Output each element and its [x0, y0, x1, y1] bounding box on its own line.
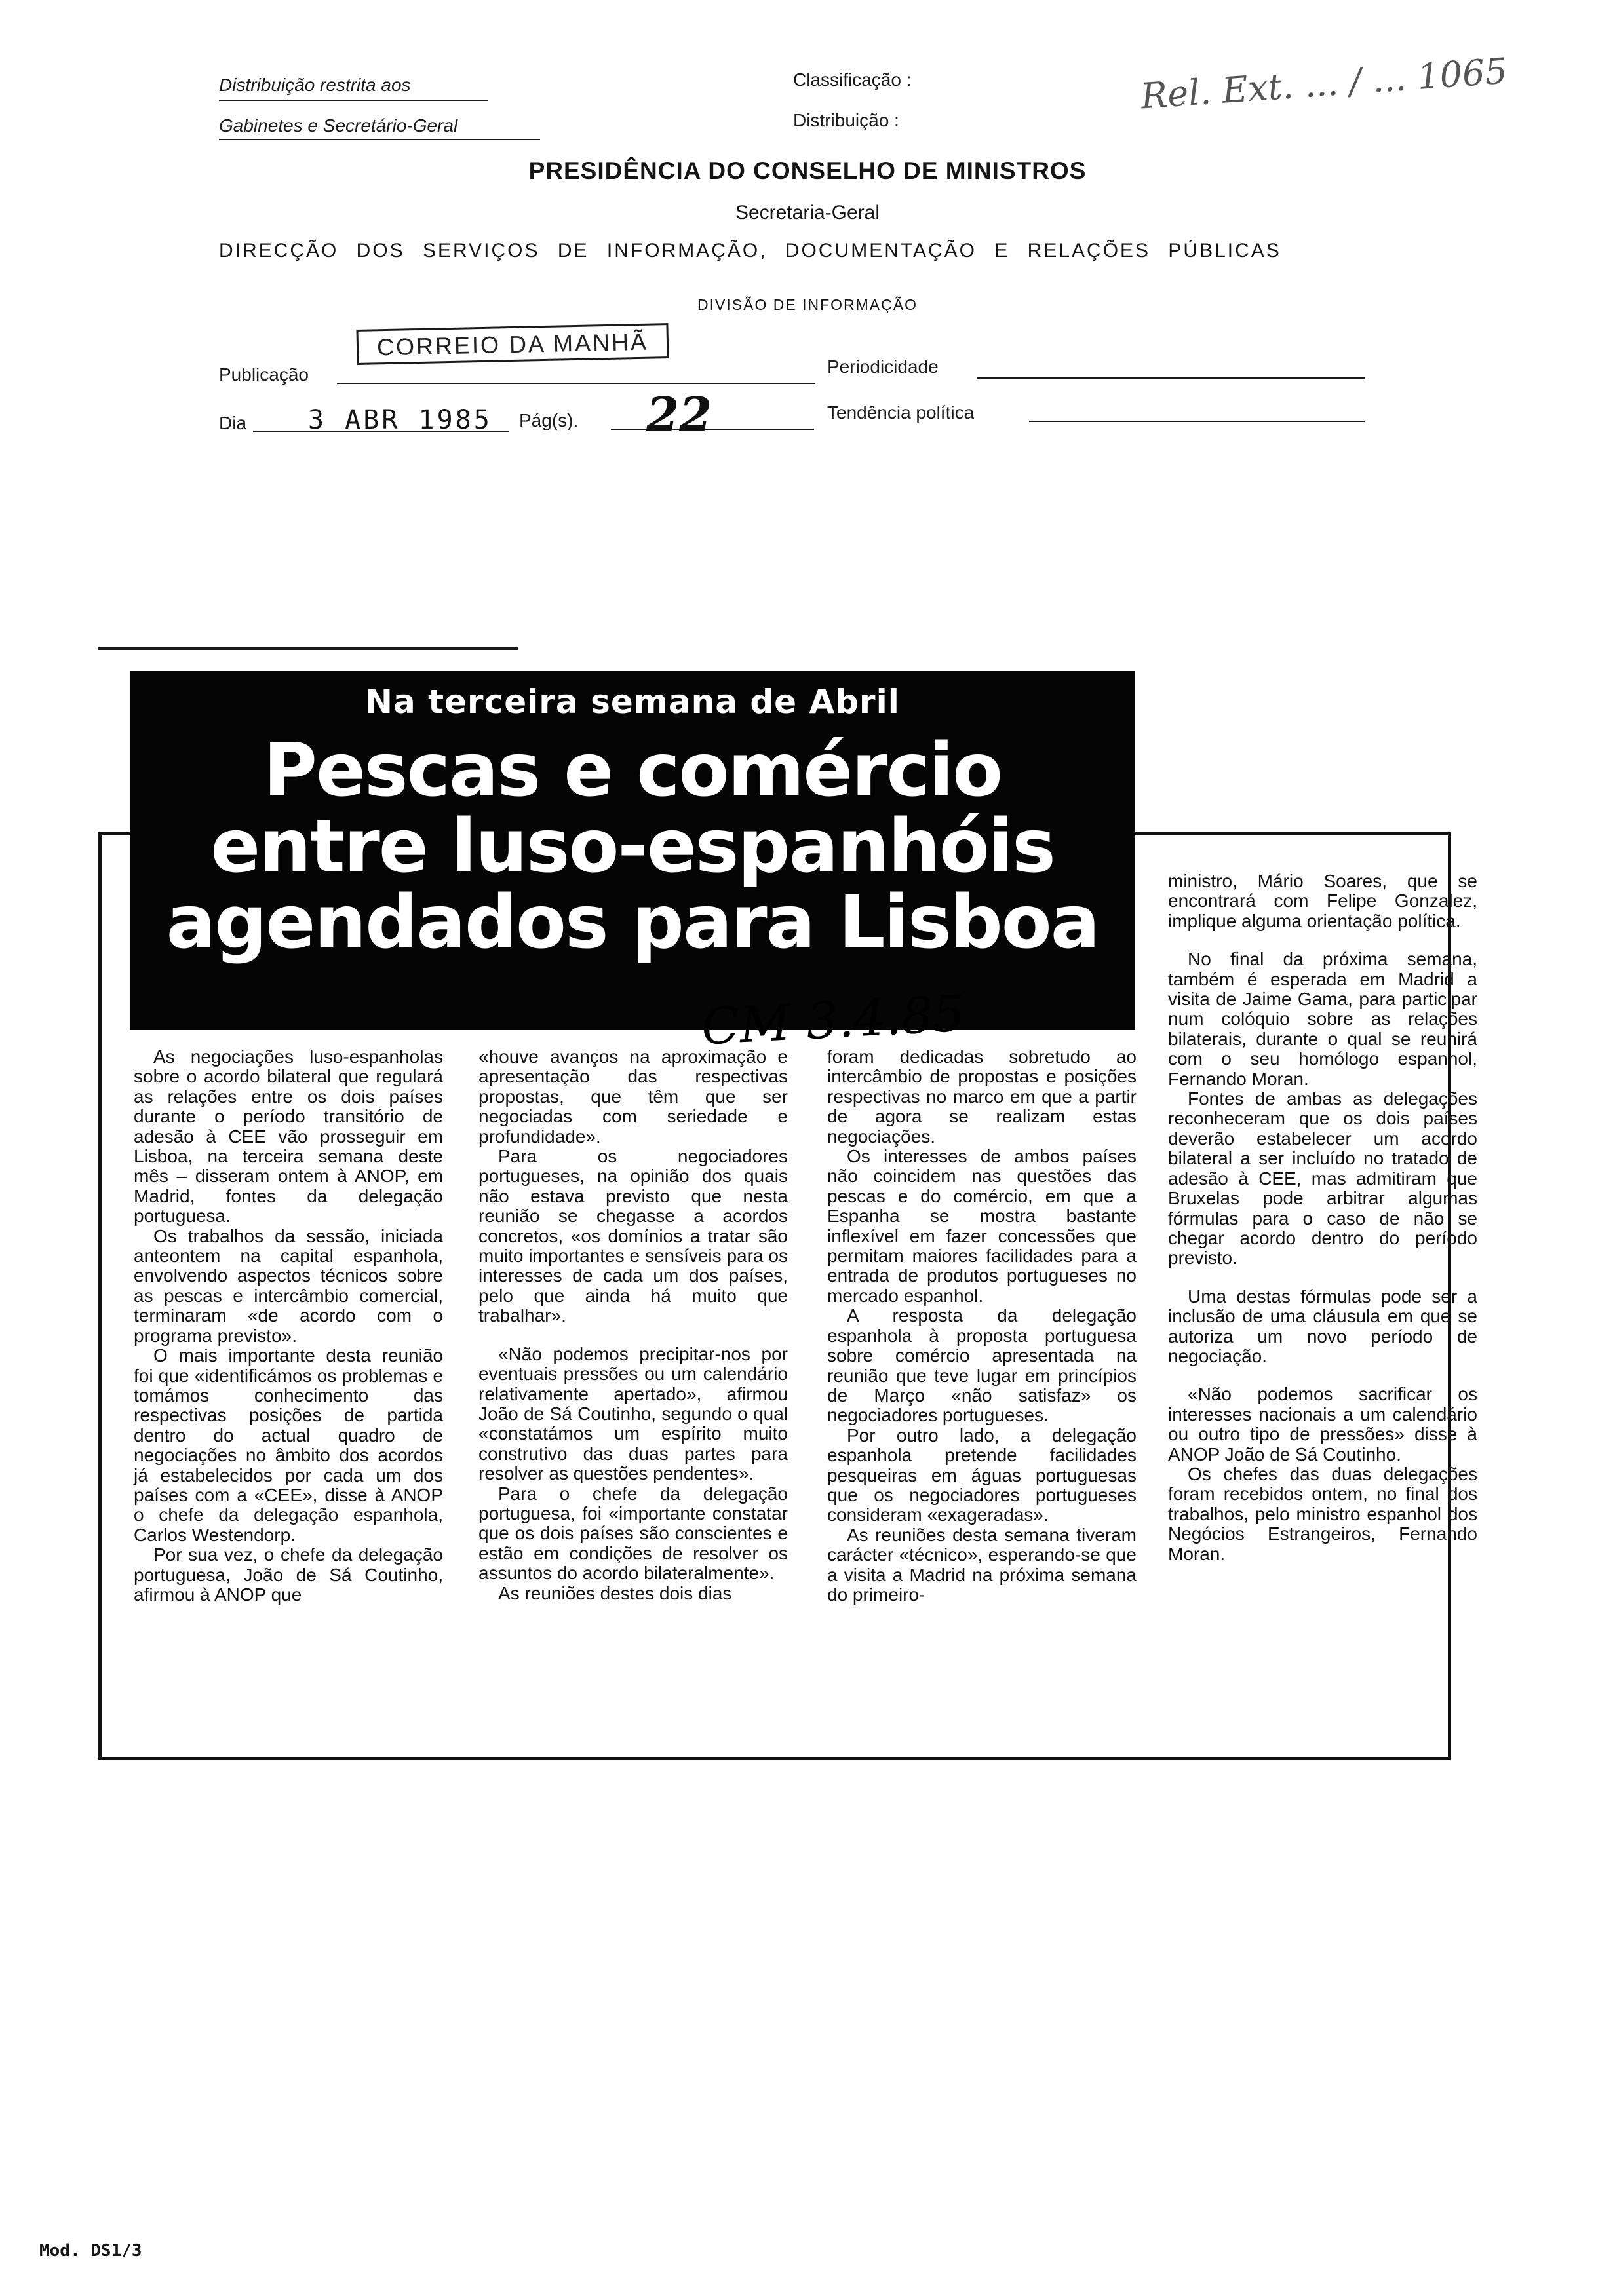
paragraph: As reuniões desta semana tiveram carácter «técnico», esperando-se que a visita a Madrid na próxima semana do primeiro-: [827, 1524, 1137, 1605]
handwritten-note: Rel. Ext. ... / ... 1065: [1139, 50, 1509, 117]
tendencia-line: [1029, 421, 1365, 422]
paragraph: Por sua vez, o chefe da delegação portuguesa, João de Sá Coutinho, afirmou à ANOP que: [134, 1544, 443, 1605]
paragraph: No final da próxima semana, também é esperada em Madrid a visita de Jaime Gama, para participar num colóquio sobre as relações bilaterais, durante o qual se reunirá com o seu homólogo espanhol, Fernando Moran.: [1168, 949, 1477, 1089]
pags-line: [611, 429, 814, 430]
paragraph: Os interesses de ambos países não coincidem nas questões das pescas e do comércio, em que a Espanha se mostra bastante inflexível em fazer concessões que permitam maiores facilidades para a entrada de produtos portugueses no mercado espanhol.: [827, 1146, 1137, 1306]
publication-stamp: CORREIO DA MANHÃ: [356, 323, 669, 365]
tendencia-label: Tendência política: [827, 402, 975, 423]
publicacao-line: [337, 383, 815, 384]
paragraph: Para os negociadores portugueses, na opinião dos quais não estava previsto que nesta reunião se chegasse a acordos concretos, «os domínios a tratar são muito importantes e sensíveis para os interesses de cada um dos países, pelo que ainda há muito que trabalhar».: [478, 1146, 788, 1326]
pags-handwritten: 22: [646, 387, 712, 442]
restricted-distribution-line1: Distribuição restrita aos: [219, 75, 411, 95]
kicker: Na terceira semana de Abril: [365, 683, 900, 721]
paragraph: As reuniões destes dois dias: [498, 1582, 732, 1603]
paragraph: foram dedicadas sobretudo ao intercâmbio de propostas e posições respectivas no marco em que a partir de agora se realizam estas negociações.: [827, 1046, 1137, 1147]
periodicidade-label: Periodicidade: [827, 356, 939, 377]
article-column-3: [827, 1047, 1137, 1605]
paragraph: O mais importante desta reunião foi que «identificámos os problemas e tomámos conhecimento das respectivas posições de partida dentro do actual quadro de negociações no âmbito dos acordos já estabelecidos por cada um dos países com a «CEE», disse à ANOP o chefe da delegação espanhola, Carlos Westendorp.: [134, 1345, 443, 1545]
classificacao-label: Classificação :: [793, 69, 912, 90]
headline-line-1: Pescas e comércio: [263, 728, 1002, 813]
publicacao-label: Publicação: [219, 364, 309, 385]
paragraph: Fontes de ambas as delegações reconheceram que os dois países deverão estabelecer um acordo bilateral a ser incluído no tratado de adesão à CEE, mas admitiram que Bruxelas pode arbitrar algumas fórmulas para o caso de não se chegar acordo dentro do período previsto.: [1168, 1088, 1477, 1269]
paragraph: «Não podemos precipitar-nos por eventuais pressões ou um calendário relativamente apertado», afirmou João de Sá Coutinho, segundo o qual «constatámos um espírito muito construtivo das duas partes para resolver as questões pendentes».: [478, 1343, 788, 1484]
restricted-distribution-line2: Gabinetes e Secretário-Geral: [219, 115, 458, 136]
distribuicao-label: Distribuição :: [793, 110, 899, 130]
dia-label: Dia: [219, 413, 247, 433]
paragraph: «houve avanços na aproximação e apresentação das respectivas propostas, que têm que ser negociadas com seriedade e profundidade».: [478, 1046, 788, 1147]
paragraph: Para o chefe da delegação portuguesa, foi «importante constatar que os dois países são conscientes e estão em condições de resolver os assuntos do acordo bilateralmente».: [478, 1483, 788, 1584]
headline-line-3: agendados para Lisboa: [166, 880, 1099, 965]
periodicidade-line: [977, 377, 1365, 379]
paragraph: «Não podemos sacrificar os interesses nacionais a um calendário ou outro tipo de pressões» disse à ANOP João de Sá Coutinho.: [1168, 1384, 1477, 1464]
org-title: PRESIDÊNCIA DO CONSELHO DE MINISTROS: [528, 157, 1087, 184]
paragraph: Os trabalhos da sessão, iniciada anteontem na capital espanhola, envolvendo aspectos técnicos sobre as pescas e intercâmbio comercial, terminaram «de acordo com o programa previsto».: [134, 1225, 443, 1346]
handwritten-date-code: CM 3.4.85: [699, 984, 966, 1056]
underline: [219, 139, 540, 140]
dia-stamp: 3 ABR 1985: [308, 405, 492, 435]
division-line: DIVISÃO DE INFORMAÇÃO: [697, 296, 918, 313]
headline-line-2: entre luso-espanhóis: [210, 804, 1055, 889]
paragraph: ministro, Mário Soares, que se encontrará com Felipe Gonzalez, implique alguma orientação política.: [1168, 871, 1477, 931]
directorate-line: DIRECÇÃO DOS SERVIÇOS DE INFORMAÇÃO, DOCUMENTAÇÃO E RELAÇÕES PÚBLICAS: [219, 240, 1281, 261]
paragraph: A resposta da delegação espanhola à proposta portuguesa sobre comércio apresentada na reunião que teve lugar em princípios de Março «não satisfaz» os negociadores portugueses.: [827, 1305, 1137, 1426]
pags-label: Pág(s).: [519, 410, 579, 430]
org-subtitle: Secretaria-Geral: [735, 202, 880, 223]
clipping-edge-line: [98, 647, 518, 650]
paragraph: Por outro lado, a delegação espanhola pretende facilidades pesqueiras em águas portuguesas que os negociadores portugueses consideram «exageradas».: [827, 1425, 1137, 1525]
underline: [219, 100, 488, 101]
paragraph: As negociações luso-espanholas sobre o acordo bilateral que regulará as relações entre os dois países durante o período transitório de adesão à CEE vão prosseguir em Lisboa, na terceira semana deste mês – disseram ontem à ANOP, em Madrid, fontes da delegação portuguesa.: [134, 1046, 443, 1227]
paragraph: Uma destas fórmulas pode ser a inclusão de uma cláusula em que se autoriza um novo período de negociação.: [1168, 1286, 1477, 1366]
article-column-1: [134, 1047, 443, 1605]
headline-banner: [130, 671, 1135, 1030]
article-column-4: [1168, 871, 1477, 1564]
paragraph: Os chefes das duas delegações foram recebidos ontem, no final dos trabalhos, pelo ministro espanhol dos Negócios Estrangeiros, Fernando Moran.: [1168, 1463, 1477, 1564]
article-column-2: [478, 1047, 788, 1603]
form-model-code: Mod. DS1/3: [39, 2241, 142, 2261]
